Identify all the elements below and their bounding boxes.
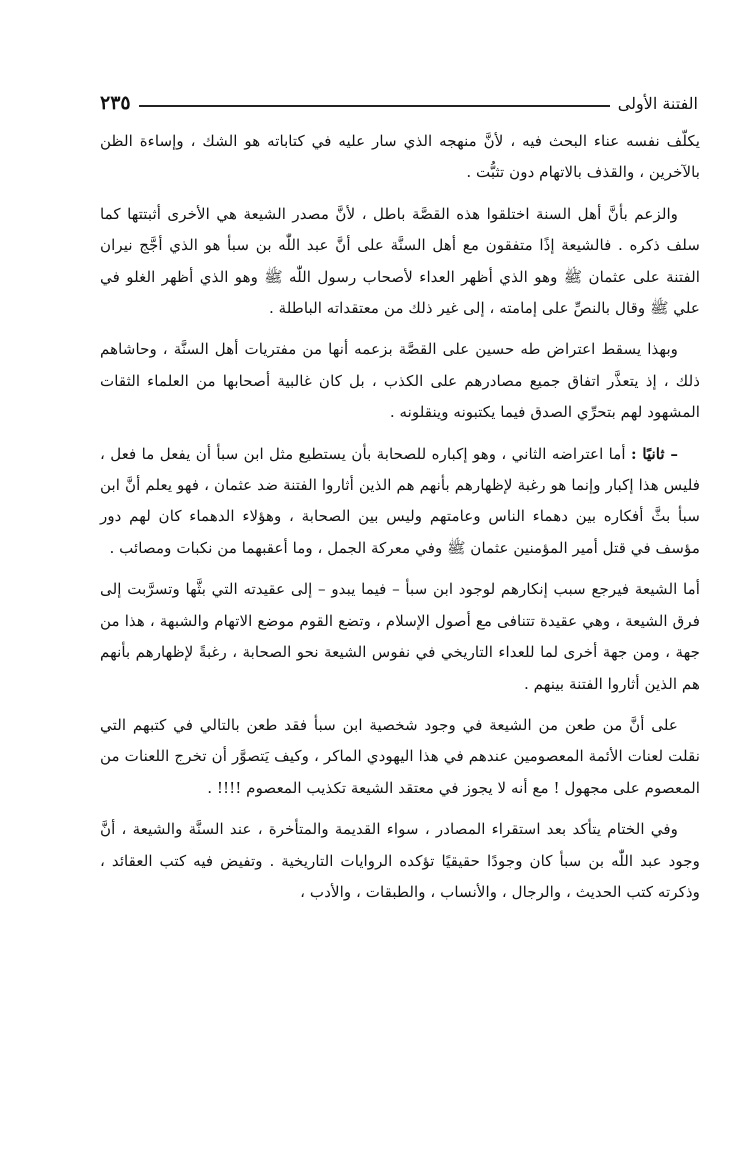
section-lead: – ثانيًا : xyxy=(630,444,678,463)
chapter-title: الفتنة الأولى xyxy=(617,93,698,113)
page-body xyxy=(100,126,700,918)
paragraph: والزعم بأنَّ أهل السنة اختلقوا هذه القصَّة باطل ، لأنَّ مصدر الشيعة هي الأخرى أثبتتها كما سلف ذكره . فالشيعة إذًا متفقون مع أهل السنَّة على أنَّ عبد اللّٰه بن سبأ هو الذي أجَّج نيران الفتنة على عثمان ﷺ وهو الذي أظهر العداء لأصحاب رسول اللّٰه ﷺ وهو الذي أظهر الغلو في علي ﷺ وقال بالنصِّ على إمامته ، إلى غير ذلك من معتقداته الباطلة . xyxy=(100,204,700,318)
page-number: ٢٣٥ xyxy=(100,92,131,114)
paragraph: أما الشيعة فيرجع سبب إنكارهم لوجود ابن سبأ – فيما يبدو – إلى عقيدته التي بثَّها وتسرَّبت إلى فرق الشيعة ، وهي عقيدة تتنافى مع أصول الإسلام ، وتضع القوم موضع الاتهام والشبهة ، هذا من جهة ، ومن جهة أخرى لما للعداء التاريخي في نفوس الشيعة نحو الصحابة ، رغبةً لإظهارهم بأنهم هم الذين أثاروا الفتنة بينهم . xyxy=(100,580,700,693)
page-header xyxy=(100,86,698,120)
paragraph: على أنَّ من طعن من الشيعة في وجود شخصية ابن سبأ فقد طعن بالتالي في كتبهم التي نقلت لعنات الأئمة المعصومين عندهم في هذا اليهودي الماكر ، وكيف يَتصوَّر أن تخرج اللعنات من المعصوم على مجهول ! مع أنه لا يجوز في معتقد الشيعة تكذيب المعصوم !!!! . xyxy=(100,715,700,797)
paragraph: وفي الختام يتأكد بعد استقراء المصادر ، سواء القديمة والمتأخرة ، عند السنَّة والشيعة ، أنَّ وجود عبد اللّٰه بن سبأ كان وجودًا حقيقيًا تؤكده الروايات التاريخية . وتفيض فيه كتب العقائد ، وذكرته كتب الحديث ، والرجال ، والأنساب ، والطبقات ، والأدب ، xyxy=(100,820,700,901)
paragraph: وبهذا يسقط اعتراض طه حسين على القصَّة بزعمه أنها من مفتريات أهل السنَّة ، وحاشاهم ذلك ، إذ يتعذَّر اتفاق جميع مصادرهم على الكذب ، بل كان غالبية أصحابها من العلماء الثقات المشهود لهم بتحرِّي الصدق فيما يكتبونه وينقلونه . xyxy=(100,340,700,422)
header-rule xyxy=(139,105,610,107)
paragraph: – ثانيًا : أما اعتراضه الثاني ، وهو إكباره للصحابة بأن يستطيع مثل ابن سبأ أن يفعل ما فعل ، فليس هذا إكبار وإنما هو رغبة لإظهارهم بأنهم هم الذين أثاروا الفتنة ضد عثمان ، فهو يعلم أنَّ ابن سبأ بثَّ أفكاره بين دهماء الناس وعامتهم وليس بين الصحابة ، وهؤلاء الدهماء كان لهم دور مؤسف في قتل أمير المؤمنين عثمان ﷺ وفي معركة الجمل ، وما أعقبهما من نكبات ومصائب . xyxy=(100,444,700,557)
paragraph: يكلّف نفسه عناء البحث فيه ، لأنَّ منهجه الذي سار عليه في كتاباته هو الشك ، وإساءة الظن بالآخرين ، والقذف بالاتهام دون تثبُّت . xyxy=(100,132,700,182)
